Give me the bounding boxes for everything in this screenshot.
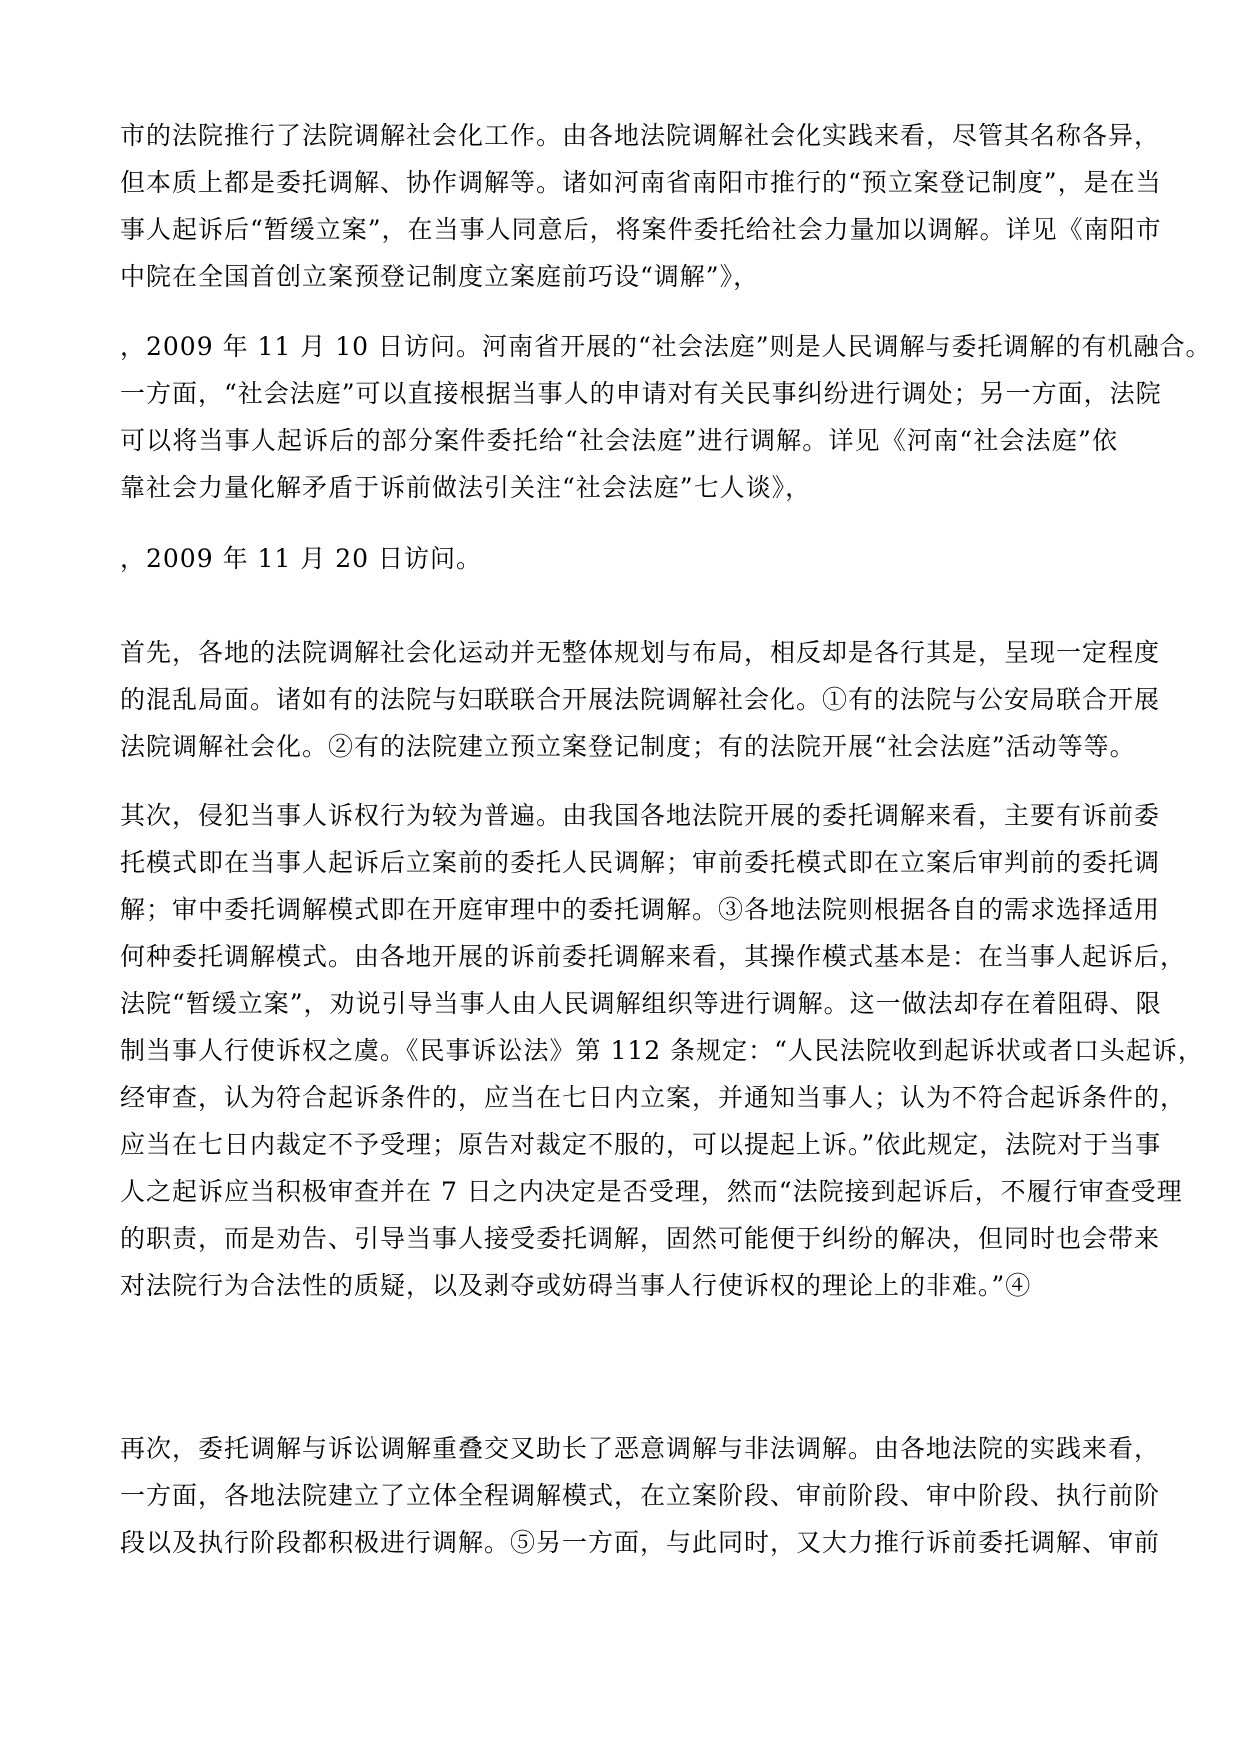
text-line: 一方面，各地法院建立了立体全程调解模式，在立案阶段、审前阶段、审中阶段、执行前阶 [120, 1481, 1161, 1510]
text-line: 一方面，“社会法庭”可以直接根据当事人的申请对有关民事纠纷进行调处；另一方面，法院 [120, 379, 1162, 408]
text-line: ，2009 年 11 月 10 日访问。河南省开展的“社会法庭”则是人民调解与委托调解的有机融合。 [120, 332, 1212, 361]
paragraph-access-date [120, 535, 1118, 582]
text-line: 经审查，认为符合起诉条件的，应当在七日内立案，并通知当事人；认为不符合起诉条件的， [120, 1083, 1187, 1112]
text-line: 段以及执行阶段都积极进行调解。⑤另一方面，与此同时，又大力推行诉前委托调解、审前 [120, 1528, 1161, 1557]
text-line: 首先，各地的法院调解社会化运动并无整体规划与布局，相反却是各行其是，呈现一定程度 [120, 638, 1161, 667]
text-line: 法院调解社会化。②有的法院建立预立案登记制度；有的法院开展“社会法庭”活动等等。 [120, 732, 1136, 761]
paragraph-court-mediation-socialization [120, 112, 1162, 300]
text-line: 市的法院推行了法院调解社会化工作。由各地法院调解社会化实践来看，尽管其名称各异， [120, 121, 1161, 150]
text-line: 事人起诉后“暂缓立案”，在当事人同意后，将案件委托给社会力量加以调解。详见《南阳市 [120, 215, 1162, 244]
text-line: 再次，委托调解与诉讼调解重叠交叉助长了恶意调解与非法调解。由各地法院的实践来看， [120, 1434, 1161, 1463]
text-line: 其次，侵犯当事人诉权行为较为普遍。由我国各地法院开展的委托调解来看，主要有诉前委 [120, 801, 1161, 830]
text-line: 应当在七日内裁定不予受理；原告对裁定不服的，可以提起上诉。”依此规定，法院对于当事 [120, 1130, 1162, 1159]
text-line: 解；审中委托调解模式即在开庭审理中的委托调解。③各地法院则根据各自的需求选择适用 [120, 895, 1161, 924]
text-line: 的职责，而是劝告、引导当事人接受委托调解，固然可能便于纠纷的解决，但同时也会带来 [120, 1224, 1161, 1253]
text-line: 的混乱局面。诸如有的法院与妇联联合开展法院调解社会化。①有的法院与公安局联合开展 [120, 685, 1161, 714]
text-line: 但本质上都是委托调解、协作调解等。诸如河南省南阳市推行的“预立案登记制度”，是在当 [120, 168, 1162, 197]
text-line: 中院在全国首创立案预登记制度立案庭前巧设“调解”》， [120, 262, 760, 291]
text-line: 可以将当事人起诉后的部分案件委托给“社会法庭”进行调解。详见《河南“社会法庭”依 [120, 426, 1118, 455]
text-line: ，2009 年 11 月 20 日访问。 [120, 544, 482, 573]
text-line: 靠社会力量化解矛盾于诉前做法引关注“社会法庭”七人谈》， [120, 473, 812, 502]
paragraph-third-point [120, 1425, 1161, 1566]
text-line: 何种委托调解模式。由各地开展的诉前委托调解来看，其操作模式基本是：在当事人起诉后， [120, 942, 1187, 971]
paragraph-social-court [120, 323, 1212, 511]
text-line: 制当事人行使诉权之虞。《民事诉讼法》第 112 条规定：“人民法院收到起诉状或者口头起诉， [120, 1036, 1204, 1065]
text-line: 托模式即在当事人起诉后立案前的委托人民调解；审前委托模式即在立案后审判前的委托调 [120, 848, 1161, 877]
text-line: 法院“暂缓立案”，劝说引导当事人由人民调解组织等进行调解。这一做法却存在着阻碍、限 [120, 989, 1162, 1018]
text-line: 对法院行为合法性的质疑，以及剥夺或妨碍当事人行使诉权的理论上的非难。”④ [120, 1271, 1032, 1300]
paragraph-second-point [120, 792, 1204, 1309]
text-line: 人之起诉应当积极审查并在 7 日之内决定是否受理，然而“法院接到起诉后，不履行审查受理 [120, 1177, 1183, 1206]
paragraph-first-point [120, 629, 1161, 770]
